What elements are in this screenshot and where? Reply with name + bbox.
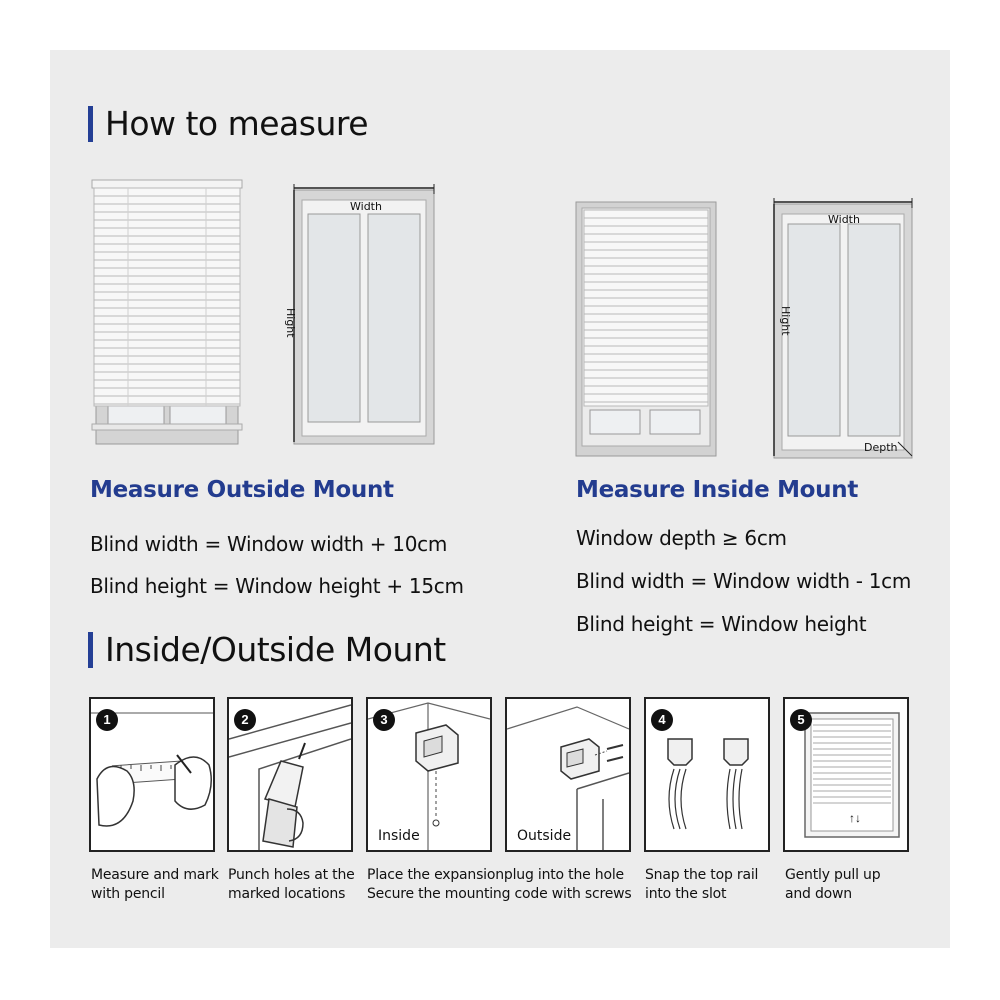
inside-blind-figure xyxy=(574,200,718,458)
inside-mount-title: Measure Inside Mount xyxy=(576,477,859,503)
step-number: 4 xyxy=(651,709,673,731)
inside-width-label: Width xyxy=(828,213,860,226)
step-5-caption: Gently pull up and down xyxy=(785,867,881,902)
heading-accent-bar xyxy=(88,632,93,668)
step-1-box xyxy=(89,697,215,852)
inside-label: Inside xyxy=(378,828,420,844)
outside-line-height: Blind height = Window height + 15cm xyxy=(90,574,464,598)
window-pane-right xyxy=(650,410,700,434)
heading-text: How to measure xyxy=(105,104,369,143)
headrail xyxy=(92,180,242,188)
glass-right xyxy=(848,224,900,436)
step-1-caption: Measure and mark with pencil xyxy=(91,867,219,902)
window-sill xyxy=(92,424,242,430)
inside-depth-label: Depth xyxy=(864,441,898,454)
step-number: 3 xyxy=(373,709,395,731)
heading-text: Inside/Outside Mount xyxy=(105,630,446,669)
window-pane-left xyxy=(590,410,640,434)
outside-blind-figure xyxy=(88,178,246,448)
step-4-caption: Snap the top rail into the slot xyxy=(645,867,759,902)
heading-how-to-measure xyxy=(88,104,368,143)
outside-height-label: Hight xyxy=(284,308,297,338)
step-3-inside-box xyxy=(366,697,492,852)
step-2-box xyxy=(227,697,353,852)
step-2-caption: Punch holes at the marked locations xyxy=(228,867,355,902)
step-number: 5 xyxy=(790,709,812,731)
step-5-box xyxy=(783,697,909,852)
heading-accent-bar xyxy=(88,106,93,142)
inside-line-width: Blind width = Window width - 1cm xyxy=(576,569,912,593)
heading-inside-outside-mount xyxy=(88,630,446,669)
inside-line-depth: Window depth ≥ 6cm xyxy=(576,526,787,550)
glass-left xyxy=(788,224,840,436)
outside-line-width: Blind width = Window width + 10cm xyxy=(90,532,448,556)
outside-mount-title: Measure Outside Mount xyxy=(90,477,394,503)
pull-arrows-icon: ↑↓ xyxy=(849,811,861,825)
step-number: 1 xyxy=(96,709,118,731)
outside-width-label: Width xyxy=(350,200,382,213)
glass-right xyxy=(368,214,420,422)
inside-height-label: Hight xyxy=(779,306,792,336)
step-number: 2 xyxy=(234,709,256,731)
step-3-outside-box xyxy=(505,697,631,852)
blind-slats xyxy=(584,210,708,406)
blind-slats xyxy=(94,188,240,406)
window-pane-right xyxy=(170,406,226,424)
window-pane-left xyxy=(108,406,164,424)
step-4-box xyxy=(644,697,770,852)
glass-left xyxy=(308,214,360,422)
outside-label: Outside xyxy=(517,828,572,844)
outside-window-figure xyxy=(290,184,438,446)
step-3-caption: Place the expansionplug into the hole Secure the mounting code with screws xyxy=(367,867,632,902)
inside-line-height: Blind height = Window height xyxy=(576,612,867,636)
